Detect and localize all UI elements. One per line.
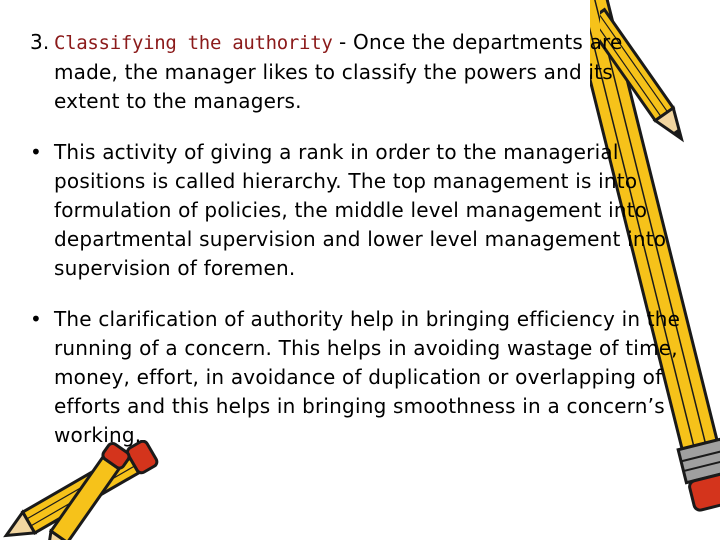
- bullet-marker: •: [30, 140, 42, 164]
- numbered-item: [30, 28, 685, 116]
- item-number: 3.: [30, 30, 50, 54]
- bullet-text: The clarification of authority help in bringing efficiency in the running of a concern. This helps in avoiding wastage of time, money, effort, in avoidance of duplication or overlapping of efforts and this helps in bringing smoothness in a concern’s working.: [54, 307, 681, 447]
- item-heading: Classifying the authority: [54, 32, 333, 54]
- item-text: - Once the departments are made, the manager likes to classify the powers and its extent to the managers.: [54, 30, 623, 113]
- bullet-item: [30, 305, 685, 450]
- bullet-text: This activity of giving a rank in order to the managerial positions is called hierarchy. The top management is into formulation of policies, the middle level management into departmental supervision and lower level management into supervision of foremen.: [54, 140, 667, 280]
- slide-body: [30, 28, 685, 472]
- bullet-marker: •: [30, 307, 42, 331]
- bullet-item: [30, 138, 685, 283]
